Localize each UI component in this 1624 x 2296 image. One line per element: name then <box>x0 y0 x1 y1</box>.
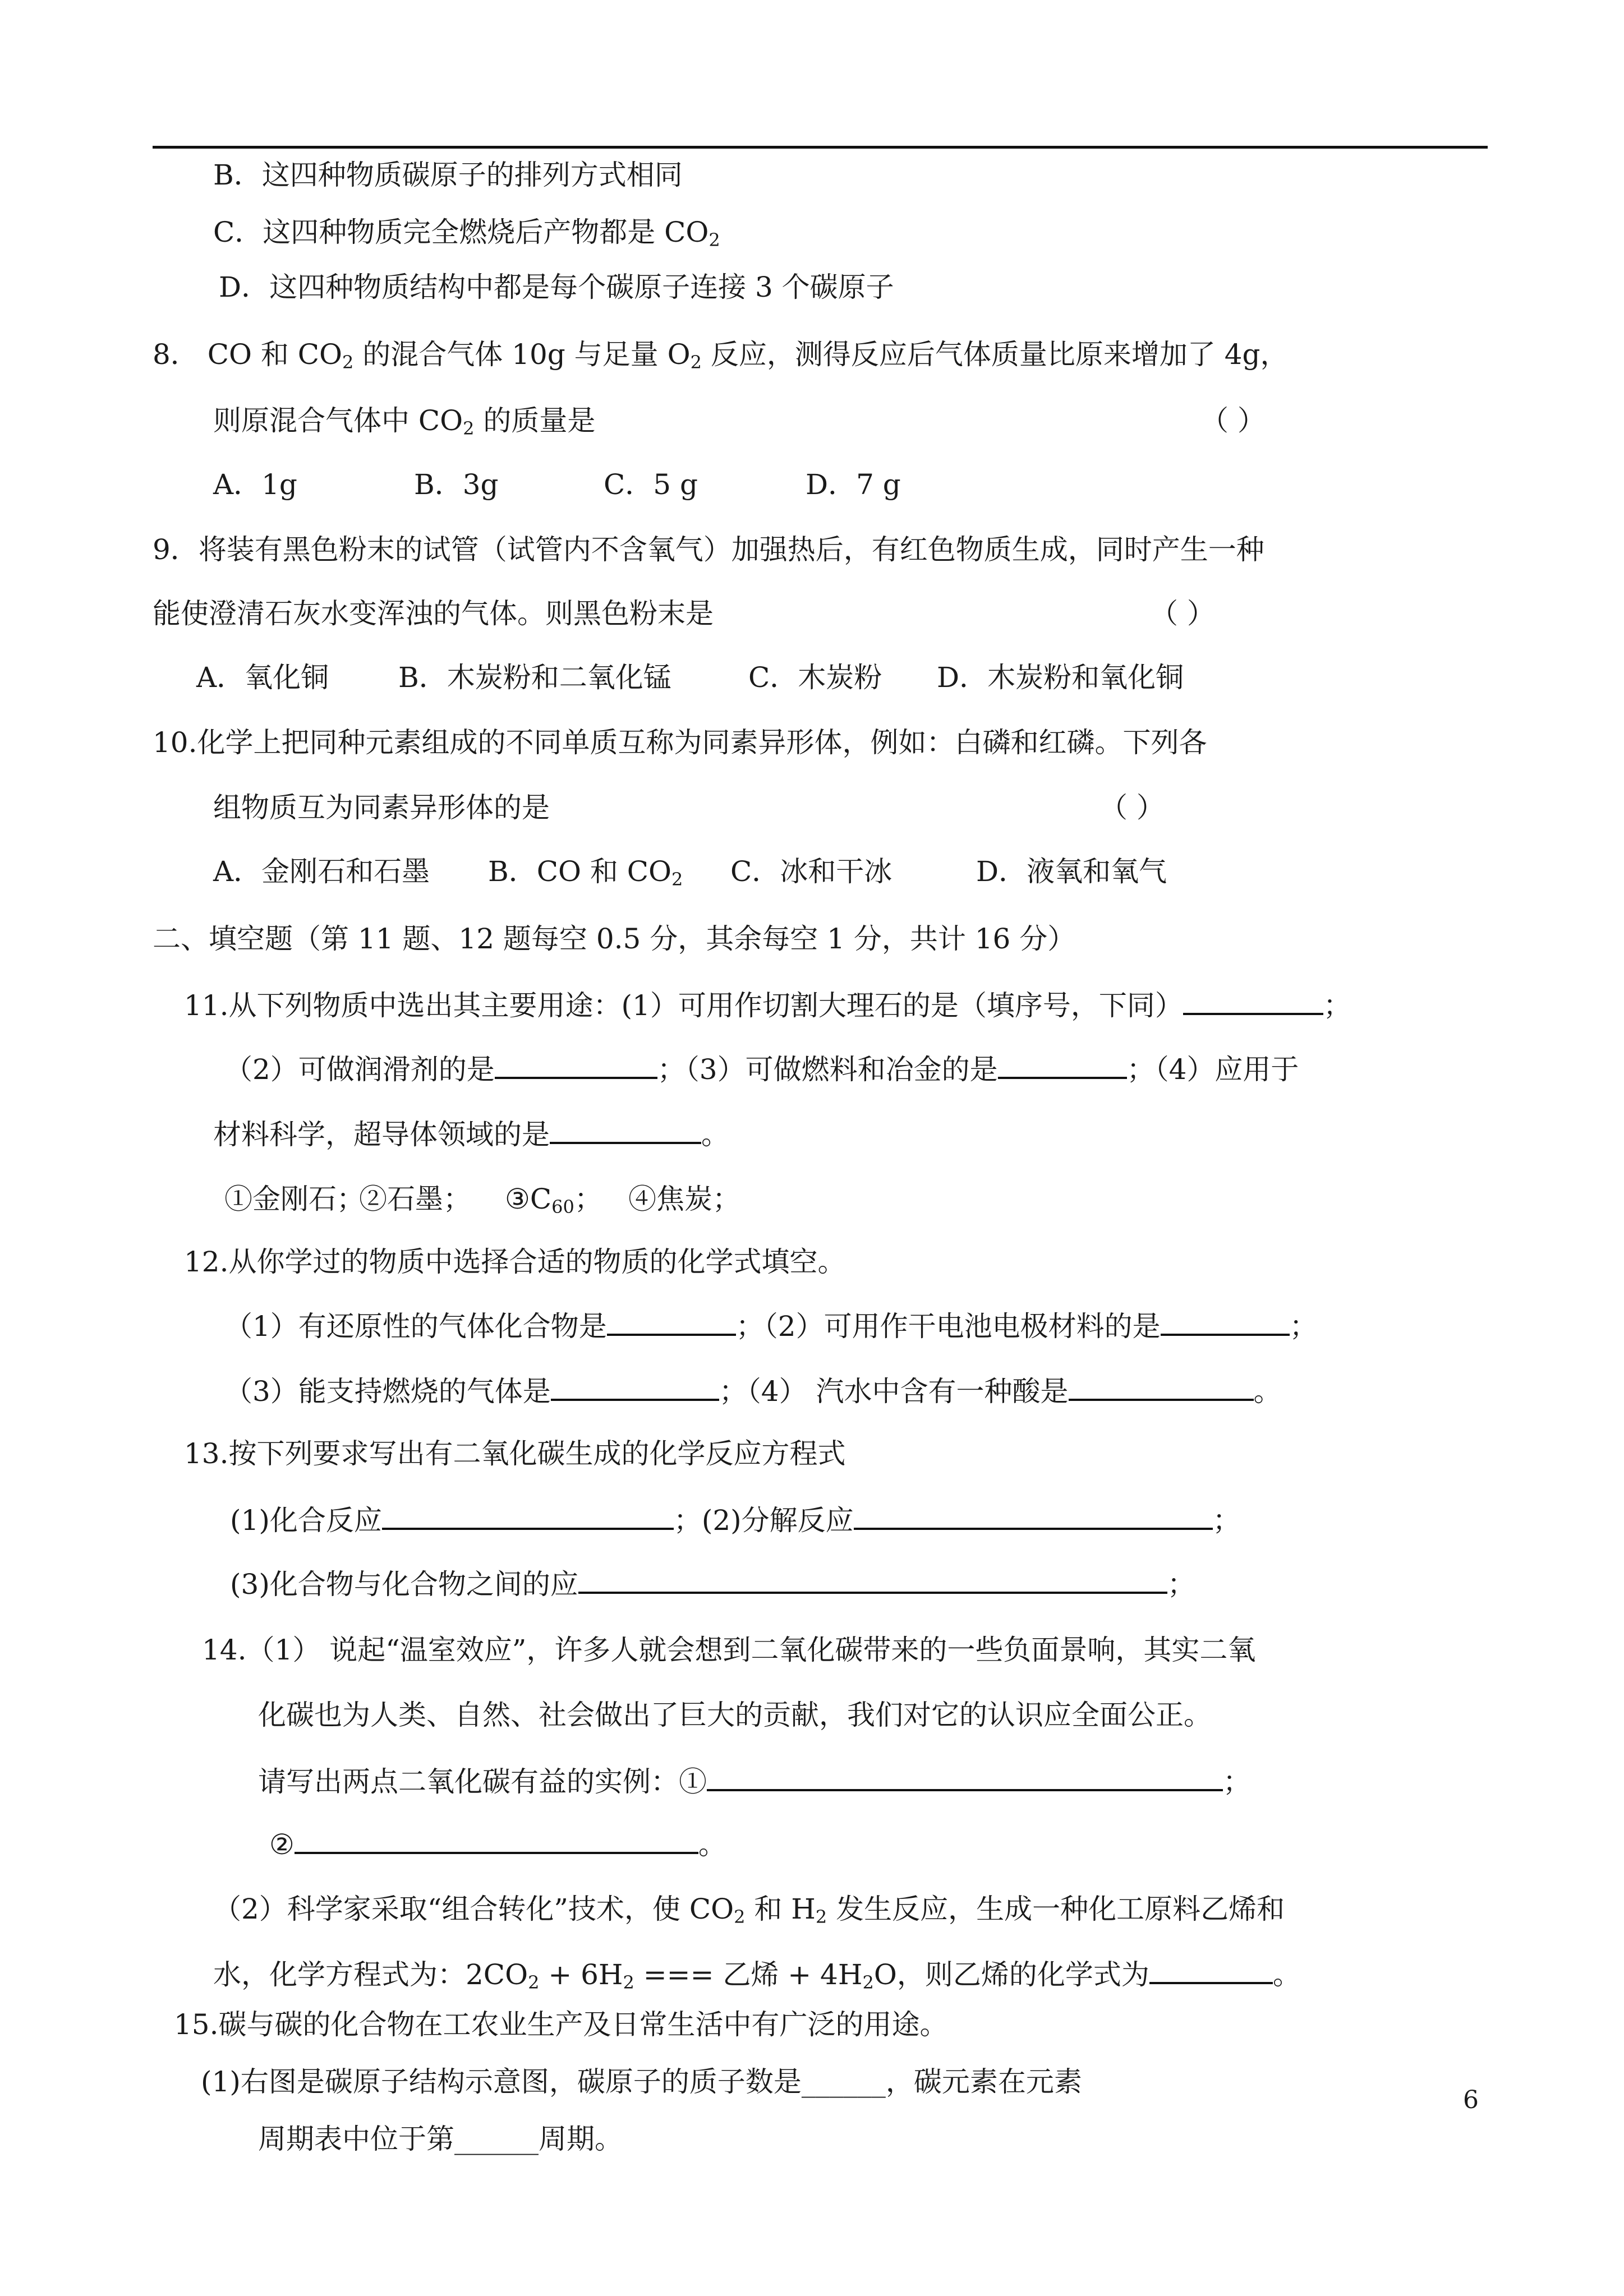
q11-choice-3: $③C_{60}$； <box>505 1183 602 1218</box>
q11-blank-4[interactable] <box>550 1117 701 1144</box>
q9-option-c: C．木炭粉 <box>748 661 882 694</box>
q15-blank-1[interactable]: ______ <box>801 2066 886 2098</box>
q8-option-b: B．3g <box>414 468 499 501</box>
q14-stem-line3: 请写出两点二氧化碳有益的实例：① ； <box>258 1765 1251 1798</box>
q9-stem-line2: 能使澄清石灰水变浑浊的气体。则黑色粉末是 <box>153 597 714 630</box>
q11-stem-line3: 材料科学，超导体领域的是 。 <box>213 1118 729 1151</box>
q7-option-d: D．这四种物质结构中都是每个碳原子连接 3 个碳原子 <box>219 271 894 303</box>
q14-stem-line2: 化碳也为人类、自然、社会做出了巨大的贡献，我们对它的认识应全面公正。 <box>258 1699 1212 1731</box>
q14-blank-1[interactable] <box>707 1764 1223 1791</box>
page-number: 6 <box>1463 2086 1479 2114</box>
q10-stem-line2: 组物质互为同素异形体的是 <box>213 791 550 824</box>
q13-blank-2[interactable] <box>854 1503 1213 1530</box>
q11-blank-1[interactable] <box>1183 988 1323 1015</box>
q7-option-b: B．这四种物质碳原子的排列方式相同 <box>213 159 683 191</box>
header-rule <box>153 146 1488 149</box>
q11-stem-line1: 11.从下列物质中选出其主要用途：(1）可用作切割大理石的是（填序号，下同） ； <box>184 989 1351 1022</box>
q15-stem-line2: (1)右图是碳原子结构示意图，碳原子的质子数是______，碳元素在元素 <box>201 2066 1082 2098</box>
q12-stem-line3: （3）能支持燃烧的气体是 ；（4） 汽水中含有一种酸是 。 <box>224 1375 1282 1408</box>
q12-blank-4[interactable] <box>1069 1374 1254 1401</box>
q14-part2-line1: （2）科学家采取“组合转化”技术，使 $CO_2$ 和 $H_2$ 发生反应，生成一种化工原料乙烯和 <box>213 1893 1285 1928</box>
q14-blank-3[interactable] <box>1149 1957 1273 1984</box>
section2-heading: 二、填空题（第 11 题、12 题每空 0.5 分，其余每空 1 分，共计 16 分） <box>153 923 1076 955</box>
q10-option-b: B．CO 和 $CO_2$ <box>488 855 683 890</box>
q11-blank-3[interactable] <box>998 1052 1127 1079</box>
q14-stem-line4: ② 。 <box>269 1828 726 1861</box>
q13-blank-3[interactable] <box>578 1567 1167 1594</box>
q14-part2-line2: 水，化学方程式为：$2CO_2 + 6H_2$ === 乙烯 + $4H_2O$，则乙烯的化学式为 。 <box>213 1958 1301 1993</box>
q11-choice-1: ①金刚石； <box>224 1183 365 1215</box>
q12-blank-3[interactable] <box>551 1374 719 1401</box>
q12-blank-2[interactable] <box>1161 1309 1290 1336</box>
q14-blank-2[interactable] <box>295 1827 698 1854</box>
q9-option-d: D．木炭粉和氧化铜 <box>937 661 1184 694</box>
q10-option-d: D．液氧和氧气 <box>976 855 1167 888</box>
q10-option-c: C．冰和干冰 <box>730 855 892 888</box>
q11-blank-2[interactable] <box>495 1052 657 1079</box>
q10-answer-paren: （ ） <box>1099 791 1165 824</box>
q7-option-c: C．这四种物质完全燃烧后产物都是 $CO_2$ <box>213 216 720 251</box>
q8-option-d: D．7 g <box>806 468 901 501</box>
q9-stem-line1: 9．将装有黑色粉末的试管（试管内不含氧气）加强热后，有红色物质生成，同时产生一种 <box>153 533 1264 566</box>
q10-stem-line1: 10.化学上把同种元素组成的不同单质互称为同素异形体，例如：白磷和红磷。下列各 <box>153 726 1207 759</box>
q13-stem-line2: (1)化合反应 ；(2)分解反应 ； <box>230 1504 1241 1537</box>
q9-option-a: A．氧化铜 <box>196 661 329 694</box>
q11-choice-4: ④焦炭； <box>628 1183 740 1215</box>
q8-option-c: C．5 g <box>604 468 698 501</box>
q12-blank-1[interactable] <box>607 1309 736 1336</box>
q8-stem-line2: 则原混合气体中 $CO_2$ 的质量是 <box>213 404 596 439</box>
q10-option-a: A．金刚石和石墨 <box>213 855 430 888</box>
q9-answer-paren: （ ） <box>1150 597 1215 630</box>
q8-answer-paren: （ ） <box>1200 404 1266 437</box>
q11-choice-2: ②石墨； <box>359 1183 471 1215</box>
q8-stem-line1: 8． CO 和 $CO_2$ 的混合气体 10g 与足量 $O_2$ 反应，测得反应后气体质量比原来增加了 4g， <box>153 338 1289 373</box>
q15-blank-2[interactable]: ______ <box>454 2123 539 2155</box>
q9-option-b: B．木炭粉和二氧化锰 <box>398 661 671 694</box>
q13-blank-1[interactable] <box>382 1503 674 1530</box>
q8-option-a: A．1g <box>213 468 297 501</box>
q11-stem-line2: （2）可做润滑剂的是 ；（3）可做燃料和冶金的是 ；（4）应用于 <box>224 1053 1299 1086</box>
q13-stem-line3: (3)化合物与化合物之间的应 ； <box>230 1568 1195 1601</box>
q13-stem-line1: 13.按下列要求写出有二氧化碳生成的化学反应方程式 <box>184 1437 846 1470</box>
q15-stem-line1: 15.碳与碳的化合物在工农业生产及日常生活中有广泛的用途。 <box>174 2008 948 2041</box>
q15-stem-line3: 周期表中位于第______周期。 <box>258 2123 623 2155</box>
q14-stem-line1: 14.（1） 说起“温室效应”，许多人就会想到二氧化碳带来的一些负面景响，其实二氧 <box>202 1634 1256 1666</box>
q12-stem-line2: （1）有还原性的气体化合物是 ；（2）可用作干电池电极材料的是 ； <box>224 1310 1318 1343</box>
q12-stem-line1: 12.从你学过的物质中选择合适的物质的化学式填空。 <box>184 1246 846 1278</box>
